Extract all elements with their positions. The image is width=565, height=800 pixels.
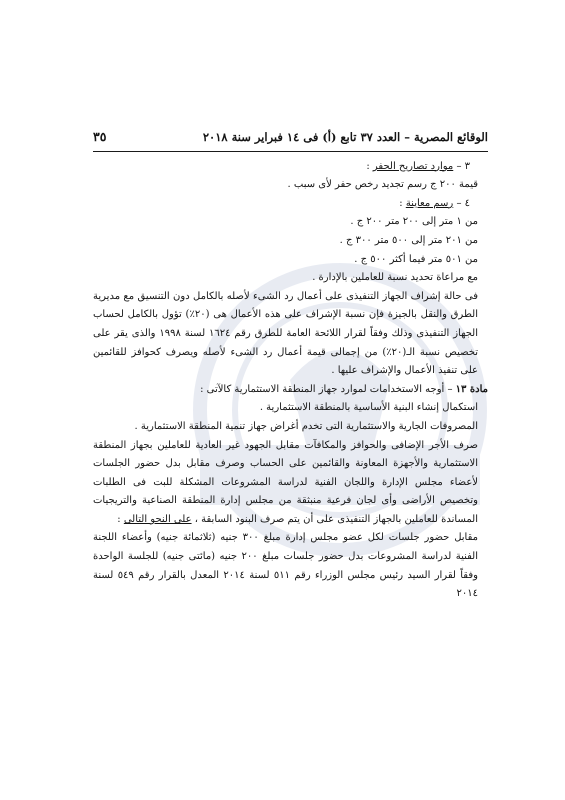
item-3-heading — [93, 158, 488, 177]
header-title: الوقائع المصرية – العدد ٣٧ تابع (أ) فى ١٤ فبراير سنة ٢٠١٨ — [202, 130, 488, 144]
article-heading — [93, 381, 488, 400]
paragraph: فى حالة إشراف الجهاز التنفيذى على أعمال رد الشىء لأصله بالكامل دون التنسيق مع مديرية الطرق والنقل بالجيزة فإن نسبة الإشراف على هذه الأعمال هى (٢٠٪) تؤول بالكامل لحساب الجهاز التنفيذى وذلك وفقاً لقرار اللائحة العامة للطرق رقم ١٦٢٤ لسنة ١٩٩٨ والذى يقر على تخصيص نسبة الـ(٢٠٪) من إجمالى قيمة أعمال رد الشىء لأصله ويصرف كحوافز للقائمين على تنفيذ الأعمال والإشراف عليها . — [93, 290, 478, 377]
item-title: موارد تصاريح الحفر — [372, 160, 454, 172]
item-colon: : — [399, 197, 403, 209]
item-number: ٣ – — [456, 160, 470, 172]
paragraph-text: صرف الأجر الإضافى والحوافز والمكافآت مقابل الجهود غير العادية للعاملين بجهاز المنطقة الاستثمارية والأجهزة المعاونة والقائمين على الحساب وصرف مقابل بدل حضور الجلسات لأعضاء مجلس الإدارة واللجان الفنية لدراسة المشروعات المشكلة للبت فى الطلبات وتخصيص الأراضى وأى لجان فرعية منبثقة من مجلس إدارة المنطقة الصناعية والتريجيات المساندة للعاملين بالجهاز التنفيذى على أن يتم صرف البنود السابقة ، — [93, 439, 478, 525]
page-number: ٣٥ — [93, 129, 107, 144]
item-4-heading — [93, 195, 488, 214]
paragraph-colon: : — [117, 513, 121, 525]
fee-line: من ٥٠١ متر فيما أكثر ٥٠٠ ج . — [354, 253, 478, 265]
underlined-phrase: على النحو التالى — [123, 513, 192, 525]
paragraph: المصروفات الجارية والاستثمارية التى تخدم أغراض جهاز تنمية المنطقة الاستثمارية . — [134, 420, 478, 432]
article-label: مادة ١٣ — [455, 383, 488, 395]
item-colon: : — [366, 160, 370, 172]
page-header — [93, 128, 488, 152]
article-text: – أوجه الاستخدامات لموارد جهاز المنطقة الاستثمارية كالآتى : — [200, 383, 453, 395]
paragraph: استكمال إنشاء البنية الأساسية بالمنطقة الاستثمارية . — [259, 402, 478, 414]
paragraph — [93, 437, 488, 530]
text-line: قيمة ٢٠٠ ج رسم تجديد رخص حفر لأى سبب . — [287, 179, 478, 191]
fee-line: من ١ متر إلى ٢٠٠ متر ٢٠٠ ج . — [350, 216, 478, 228]
item-number: ٤ – — [456, 197, 470, 209]
document-page — [93, 128, 488, 604]
fee-line: من ٢٠١ متر إلى ٥٠٠ متر ٣٠٠ ج . — [339, 234, 478, 246]
text-line: مع مراعاة تحديد نسبة للعاملين بالإدارة . — [312, 272, 478, 284]
item-title: رسم معاينة — [405, 197, 454, 209]
paragraph: مقابل حضور جلسات لكل عضو مجلس إدارة مبلغ ٣٠٠ جنيه (ثلاثمائة جنيه) وأعضاء اللجنة الفنية لدراسة المشروعات بدل حضور جلسات مبلغ ٢٠٠ جنيه (مائتى جنيه) للجلسة الواحدة وفقاً لقرار السيد رئيس مجلس الوزراء رقم ٥١١ لسنة ٢٠١٤ المعدل بالقرار رقم ٥٤٩ لسنة ٢٠١٤ — [93, 532, 479, 600]
